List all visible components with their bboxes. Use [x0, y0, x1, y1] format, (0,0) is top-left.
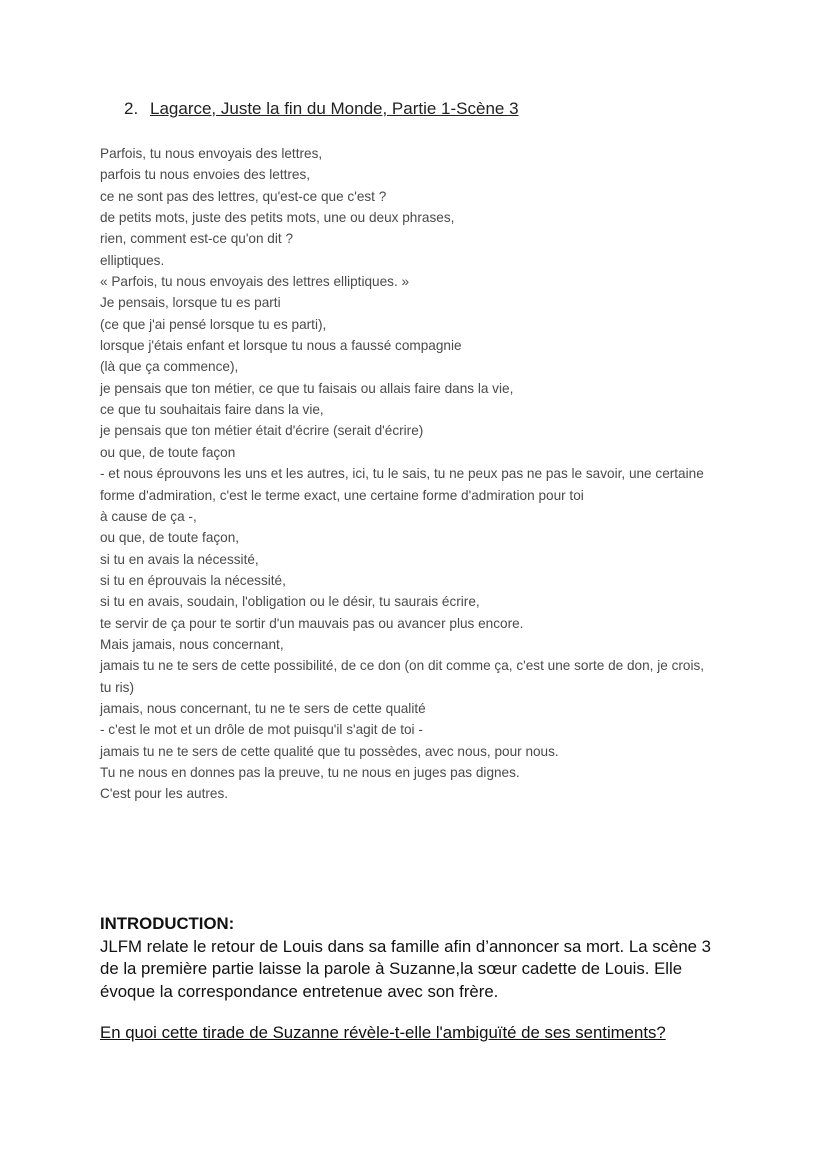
excerpt-line: Parfois, tu nous envoyais des lettres,: [100, 146, 323, 161]
excerpt-line: je pensais que ton métier, ce que tu faisais ou allais faire dans la vie,: [100, 380, 514, 396]
excerpt-line: si tu en avais, soudain, l'obligation ou le désir, tu saurais écrire,: [100, 594, 480, 610]
excerpt-line: ce que tu souhaitais faire dans la vie,: [100, 402, 324, 418]
introduction-line: de la première partie laisse la parole à Suzanne,la sœur cadette de Louis. Elle: [100, 959, 683, 978]
excerpt-line: de petits mots, juste des petits mots, une ou deux phrases,: [100, 210, 455, 226]
excerpt-line: - et nous éprouvons les uns et les autres, ici, tu le sais, tu ne peux pas ne pas le savoir, une certaine: [100, 466, 704, 482]
excerpt-line: à cause de ça -,: [100, 508, 197, 524]
excerpt-line: lorsque j'étais enfant et lorsque tu nous a faussé compagnie: [100, 338, 462, 354]
excerpt-line: ou que, de toute façon,: [100, 530, 240, 546]
excerpt-line: rien, comment est-ce qu'on dit ?: [100, 231, 294, 247]
section-heading: [124, 99, 519, 119]
excerpt-line: (ce que j'ai pensé lorsque tu es parti),: [100, 316, 327, 332]
excerpt-text: [100, 143, 740, 805]
excerpt-line: ou que, de toute façon: [100, 444, 236, 460]
excerpt-line: Mais jamais, nous concernant,: [100, 636, 284, 652]
excerpt-line: je pensais que ton métier était d'écrire (serait d'écrire): [100, 423, 424, 439]
introduction-line: JLFM relate le retour de Louis dans sa famille afin d’annoncer sa mort. La scène 3: [100, 936, 711, 956]
excerpt-line: - c'est le mot et un drôle de mot puisqu'il s'agit de toi -: [100, 722, 423, 738]
excerpt-line: C'est pour les autres.: [100, 786, 229, 802]
introduction-block: [100, 913, 740, 1003]
section-title: Lagarce, Juste la fin du Monde, Partie 1-Scène 3: [150, 99, 519, 118]
excerpt-line: jamais, nous concernant, tu ne te sers de cette qualité: [100, 700, 426, 716]
introduction-line: évoque la correspondance entretenue avec son frère.: [100, 981, 499, 1001]
excerpt-line: forme d'admiration, c'est le terme exact, une certaine forme d'admiration pour toi: [100, 487, 584, 503]
excerpt-line: ce ne sont pas des lettres, qu'est-ce que c'est ?: [100, 188, 387, 204]
excerpt-line: te servir de ça pour te sortir d'un mauvais pas ou avancer plus encore.: [100, 615, 524, 631]
excerpt-line: si tu en éprouvais la nécessité,: [100, 572, 286, 588]
introduction-label: INTRODUCTION:: [100, 914, 235, 933]
excerpt-line: jamais tu ne te sers de cette qualité que tu possèdes, avec nous, pour nous.: [100, 743, 559, 759]
excerpt-line: jamais tu ne te sers de cette possibilité, de ce don (on dit comme ça, c'est une sorte de don, je crois,: [100, 658, 705, 674]
excerpt-line: parfois tu nous envoies des lettres,: [100, 167, 311, 183]
excerpt-line: « Parfois, tu nous envoyais des lettres elliptiques. »: [100, 274, 410, 290]
excerpt-line: Je pensais, lorsque tu es parti: [100, 295, 281, 311]
excerpt-line: si tu en avais la nécessité,: [100, 551, 259, 567]
excerpt-line: Tu ne nous en donnes pas la preuve, tu ne nous en juges pas dignes.: [100, 764, 520, 780]
section-number: 2.: [124, 99, 139, 118]
excerpt-line: tu ris): [100, 679, 134, 695]
introduction-body: [100, 936, 740, 1004]
excerpt-line: (là que ça commence),: [100, 359, 239, 375]
problematic-question: En quoi cette tirade de Suzanne révèle-t-elle l'ambiguïté de ses sentiments?: [100, 1023, 666, 1042]
excerpt-line: elliptiques.: [100, 252, 165, 268]
